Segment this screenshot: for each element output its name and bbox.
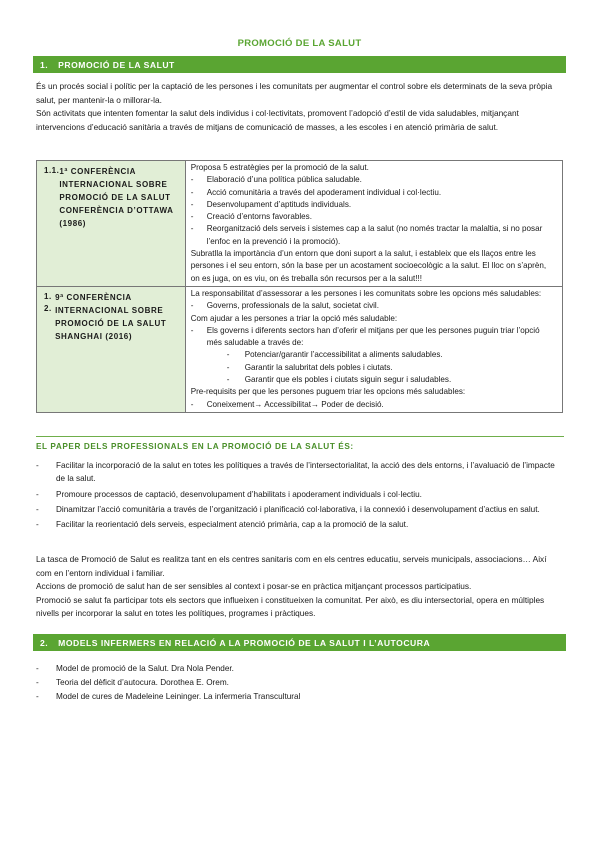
- content-intro: Proposa 5 estratègies per la promoció de la salut.: [190, 163, 369, 172]
- section-1-header: [33, 56, 566, 73]
- section-2-title: MODELS INFERMERS EN RELACIÓ A LA PROMOCIÓ DE LA SALUT I L’AUTOCURA: [58, 637, 431, 648]
- professionals-list: [36, 459, 564, 533]
- intro-paragraph: Són activitats que intenten fomentar la salut dels individus i col·lectivitats, promovent l’adopció d’estil de vida saludables, mitjançant intervencions d’educació sanitària a través de mitjans de comunicació de masses, a les escoles i en atenció primària de salut.: [36, 108, 519, 132]
- section-1-number: 1.: [40, 59, 49, 70]
- arrow-right-icon: →: [254, 399, 263, 409]
- chain-step: Accessibilitat: [264, 399, 311, 409]
- conference-cell: [37, 161, 186, 287]
- closing-paragraph: Promoció se salut fa participar tots els sectors que influeixen i constitueixen la comunitat. Per això, es diu intersectorial, opera en múltiples nivells per incorporar la salut en totes les polítiques, programes i pràctiques.: [36, 594, 545, 618]
- sub-list-item: - Potenciar/garantir l’accessibilitat a aliments saludables.: [226, 350, 443, 360]
- content-closing: Subratlla la importància d’un entorn que doni suport a la salut, i estableix que els llaços entre les persones i el seu entorn, són la base per un acostament socioecològic a la salut. El lloc on s’aprèn, on es juga, on es viu, on és treballa són recursos per a la salut!!!: [190, 249, 547, 283]
- arrow-right-icon: →: [310, 399, 319, 409]
- section-2-header: [33, 634, 566, 651]
- list-item: - Elaboració d’una política pública saludable.: [190, 175, 362, 185]
- conference-number: 1.1.: [44, 166, 60, 175]
- conference-title: 1ª CONFERÈNCIA INTERNACIONAL SOBRE PROMOCIÓ DE LA SALUT CONFERÈNCIA D’OTTAWA (1986): [59, 167, 174, 228]
- conference-content: [185, 161, 562, 287]
- table-row: [37, 286, 563, 412]
- list-item: - Desenvolupament d’aptituds individuals.: [190, 199, 352, 209]
- list-item: - Facilitar la incorporació de la salut en totes les polítiques a través de l’intersectorialitat, la acció des dels entorns, i l’avaluació de l’impacte de la salut.: [36, 461, 555, 484]
- section-1-title: PROMOCIÓ DE LA SALUT: [58, 59, 175, 70]
- professionals-closing: [36, 553, 562, 621]
- list-item: - Coneixement→ Accessibilitat→ Poder de decisió.: [190, 399, 384, 409]
- page-title: PROMOCIÓ DE LA SALUT: [237, 38, 362, 49]
- list-item: - Els governs i diferents sectors han d’oferir el mitjans per que les persones puguin triar l’opció més saludable a través de:: [190, 325, 540, 348]
- section-1-intro: [36, 80, 562, 134]
- list-item: - Model de cures de Madeleine Leininger. La infermeria Transcultural: [36, 692, 301, 701]
- closing-paragraph: Accions de promoció de salut han de ser sensibles al context i posar-se en pràctica mitjançant processos participatius.: [36, 581, 472, 591]
- table-row: [37, 161, 563, 287]
- intro-paragraph: És un procés social i polític per la captació de les persones i les comunitats per augmentar el control sobre els determinats de la seva pròpia salut, per mantenir-la o millorar-la.: [36, 81, 553, 105]
- content-question: Com ajudar a les persones a triar la opció més saludable:: [190, 313, 398, 323]
- list-item: - Teoria del dèficit d’autocura. Dorothea E. Orem.: [36, 678, 229, 687]
- list-item: - Acció comunitària a través del apoderament individual i col·lectiu.: [190, 187, 442, 197]
- list-item: - Model de promoció de la Salut. Dra Nola Pender.: [36, 664, 234, 673]
- conference-content: [185, 286, 562, 412]
- conference-cell: [37, 286, 186, 412]
- conferences-table: [36, 160, 563, 413]
- content-question: Pre-requisits per que les persones puguem triar les opcions més saludables:: [190, 387, 466, 397]
- content-intro: La responsabilitat d’assessorar a les persones i les comunitats sobre les opcions més saludables:: [190, 288, 542, 298]
- sub-list-item: - Garantir la salubritat dels pobles i ciutats.: [226, 362, 393, 372]
- list-item: - Creació d’entorns favorables.: [190, 212, 312, 222]
- list-item: - Governs, professionals de la salut, societat civil.: [190, 301, 379, 311]
- nursing-models-list: [36, 662, 564, 704]
- conference-number: 1. 2.: [44, 291, 52, 314]
- professionals-heading: EL PAPER DELS PROFESSIONALS EN LA PROMOCIÓ DE LA SALUT ÉS:: [36, 436, 564, 451]
- chain-step: Coneixement: [206, 399, 255, 409]
- list-item: - Reorganització dels serveis i sistemes cap a la salut (no només tractar la malaltia, si no posar l’enfoc en la prevenció i la promoció).: [190, 224, 543, 246]
- conference-title: 9ª CONFERÈNCIA INTERNACIONAL SOBRE PROMOCIÓ DE LA SALUT SHANGHAI (2016): [55, 292, 167, 341]
- chain-step: Poder de decisió.: [321, 399, 384, 409]
- list-item: - Dinamitzar l’acció comunitària a través de l’organització i planificació col·laborativa, i la connexió i desenvolupament d’actius en salut.: [36, 504, 540, 514]
- section-2-number: 2.: [40, 637, 49, 648]
- list-item: - Facilitar la reorientació dels serveis, especialment atenció primària, cap a la promoció de la salut.: [36, 520, 409, 530]
- sub-list-item: - Garantir que els pobles i ciutats siguin segur i saludables.: [226, 375, 452, 385]
- closing-paragraph: La tasca de Promoció de Salut es realitza tant en els centres sanitaris com en els centres educatiu, serveis municipals, associacions… Així com en l’entorn individual i familiar.: [36, 554, 547, 578]
- list-item: - Promoure processos de captació, desenvolupament d’habilitats i apoderament individuals i col·lectiu.: [36, 489, 422, 499]
